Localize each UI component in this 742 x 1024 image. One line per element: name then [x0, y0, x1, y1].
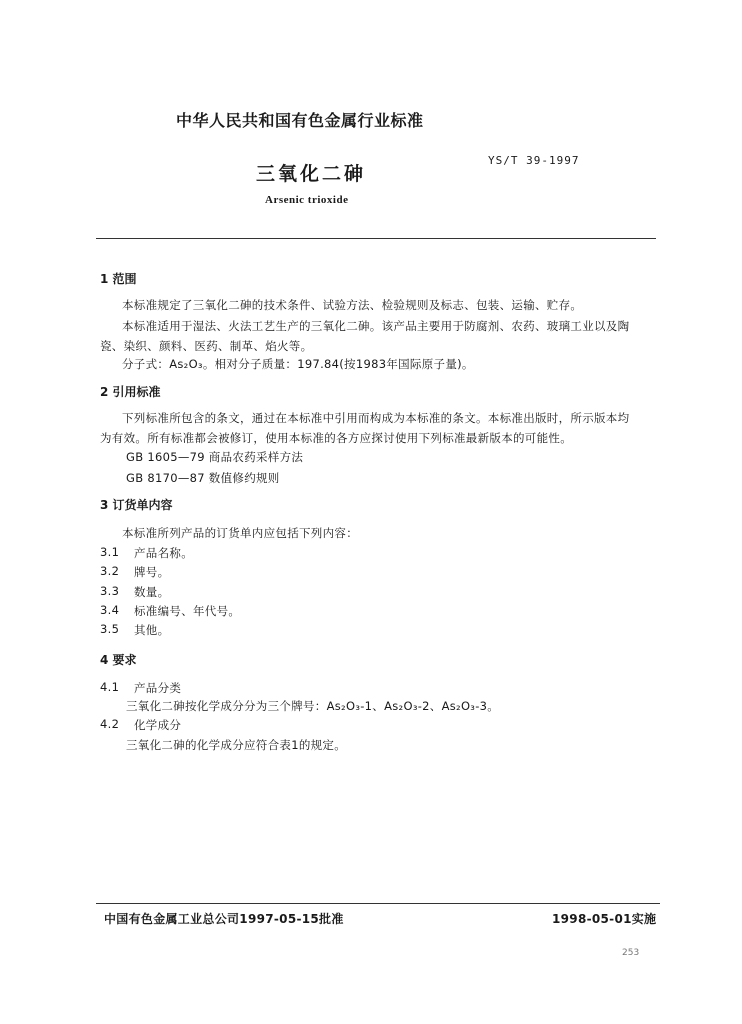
section-1-paragraph-2: 本标准适用于湿法、火法工艺生产的三氧化二砷。该产品主要用于防腐剂、农药、玻璃工业以及陶: [122, 319, 630, 333]
subsection-4-2-title: 化学成分: [134, 718, 182, 732]
item-3-3-text: 数量。: [134, 585, 170, 599]
implementation-date: 1998-05-01实施: [552, 912, 657, 926]
item-3-5-text: 其他。: [134, 623, 170, 637]
subsection-4-2-number: 4.2: [100, 717, 120, 731]
subsection-4-2-text: 三氧化二砷的化学成分应符合表1的规定。: [126, 738, 347, 752]
standard-number: YS/T 39-1997: [488, 154, 580, 167]
page-number: 253: [622, 948, 640, 958]
reference-gb1605: GB 1605—79 商品农药采样方法: [126, 450, 304, 464]
section-1-paragraph-2-cont: 瓷、染织、颜料、医药、制革、焰火等。: [100, 339, 313, 353]
document-title: 三氧化二砷: [256, 163, 367, 185]
english-title: Arsenic trioxide: [265, 194, 349, 206]
subsection-4-1-title: 产品分类: [134, 681, 182, 695]
section-1-heading: 1 范围: [100, 272, 137, 286]
item-3-5-number: 3.5: [100, 622, 120, 636]
item-3-4-number: 3.4: [100, 603, 120, 617]
item-3-2-text: 牌号。: [134, 565, 170, 579]
item-3-1-number: 3.1: [100, 545, 120, 559]
subsection-4-1-text: 三氧化二砷按化学成分分为三个牌号：As₂O₃-1、As₂O₃-2、As₂O₃-3。: [126, 699, 500, 713]
header-divider: [96, 238, 656, 239]
section-4-heading: 4 要求: [100, 653, 137, 667]
item-3-3-number: 3.3: [100, 584, 120, 598]
section-1-paragraph-1: 本标准规定了三氧化二砷的技术条件、试验方法、检验规则及标志、包装、运输、贮存。: [122, 298, 583, 312]
approval-date: 中国有色金属工业总公司1997-05-15批准: [104, 912, 344, 926]
item-3-1-text: 产品名称。: [134, 546, 193, 560]
standard-category-title: 中华人民共和国有色金属行业标准: [176, 111, 424, 130]
section-3-intro: 本标准所列产品的订货单内应包括下列内容：: [122, 526, 358, 540]
reference-gb8170: GB 8170—87 数值修约规则: [126, 471, 280, 485]
section-1-paragraph-3: 分子式：As₂O₃。相对分子质量：197.84(按1983年国际原子量)。: [122, 357, 474, 371]
section-2-paragraph: 下列标准所包含的条文，通过在本标准中引用而构成为本标准的条文。本标准出版时，所示版本均: [122, 411, 630, 425]
footer-divider: [96, 903, 660, 904]
item-3-2-number: 3.2: [100, 564, 120, 578]
section-3-heading: 3 订货单内容: [100, 498, 173, 512]
item-3-4-text: 标准编号、年代号。: [134, 604, 241, 618]
section-2-paragraph-cont: 为有效。所有标准都会被修订，使用本标准的各方应探讨使用下列标准最新版本的可能性。: [100, 431, 572, 445]
subsection-4-1-number: 4.1: [100, 680, 120, 694]
section-2-heading: 2 引用标准: [100, 385, 161, 399]
